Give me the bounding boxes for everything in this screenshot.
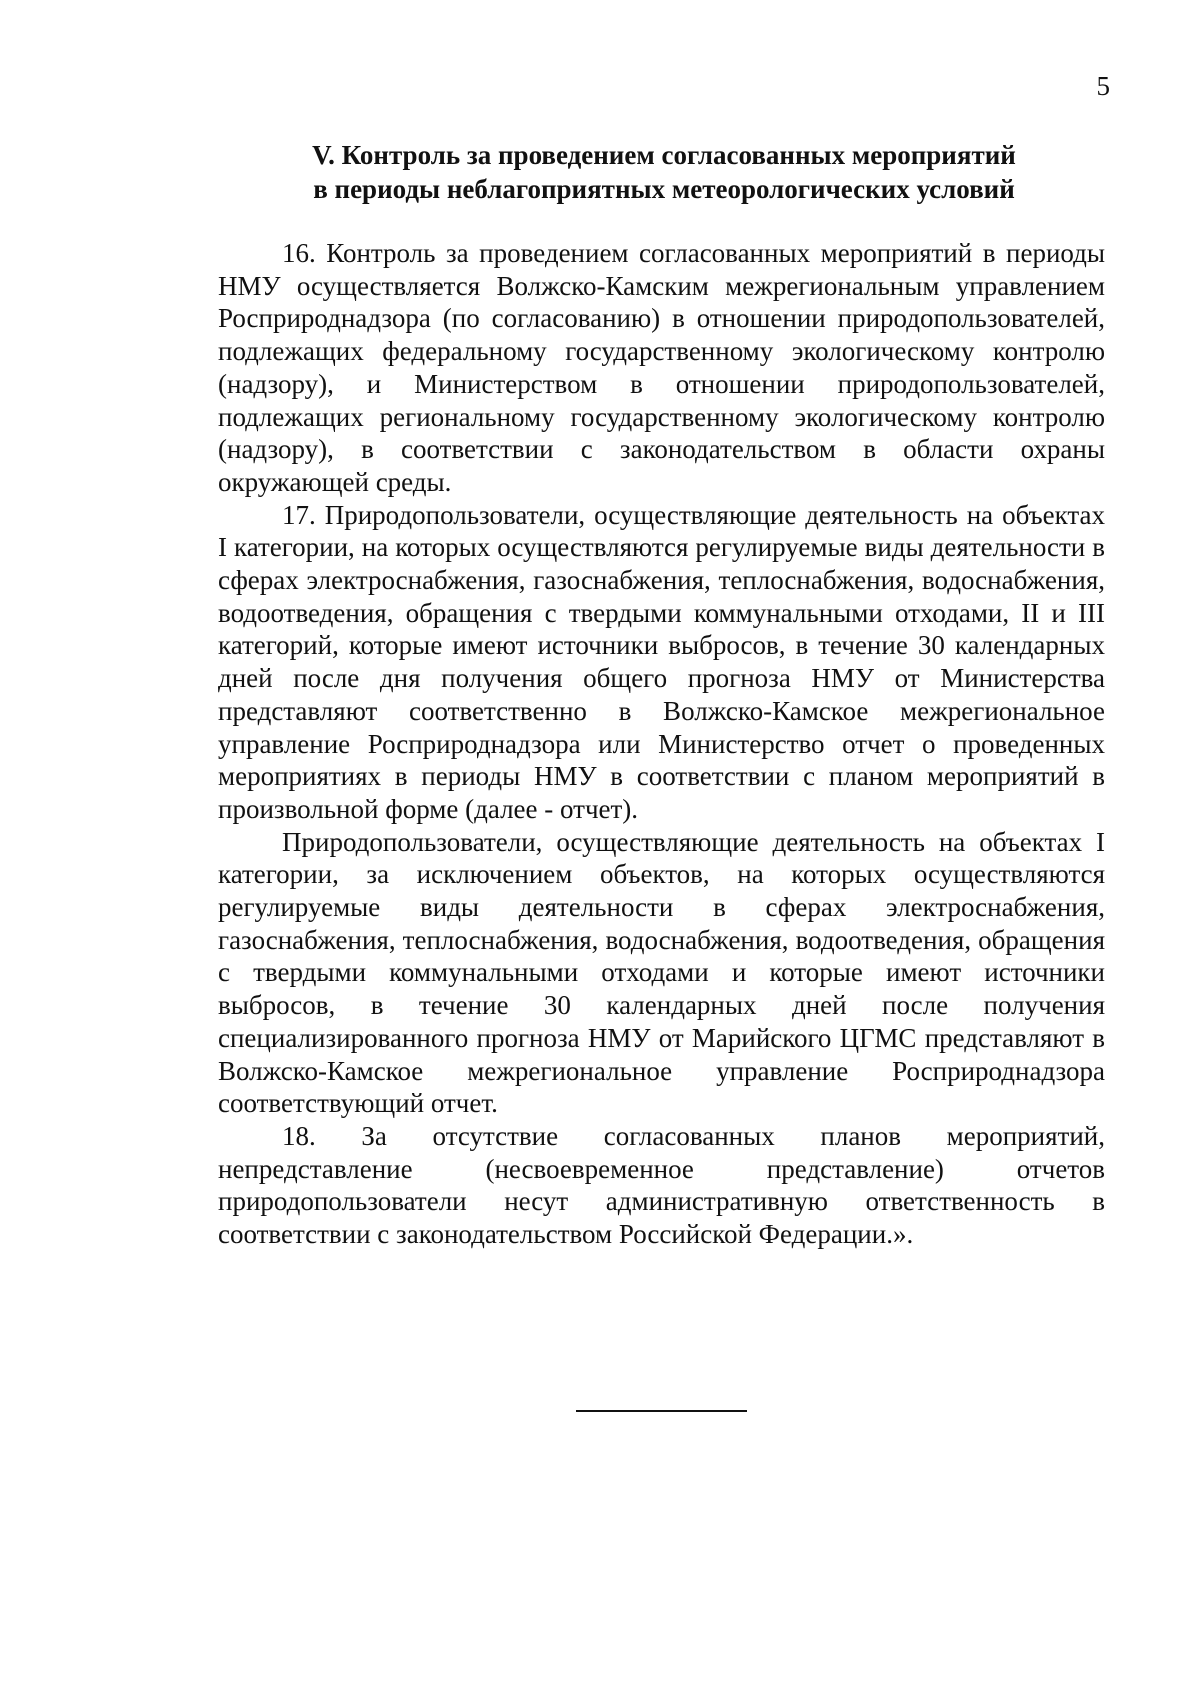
end-divider [576, 1410, 747, 1412]
paragraph-17-continued: Природопользователи, осуществляющие деятельность на объектах I категории, за исключением объектов, на которых осуществляются регулируемые виды деятельности в сферах электроснабжения, газоснабжения, теплоснабжения, водоснабжения, водоотведения, обращения с твердыми коммунальными отходами и которые имеют источники выбросов, в течение 30 календарных дней после получения специализированного прогноза НМУ от Марийского ЦГМС представляют в Волжско-Камское межрегиональное управление Росприроднадзора соответствующий отчет. [218, 826, 1105, 1119]
page-number: 5 [1096, 71, 1110, 101]
paragraph-17: 17. Природопользователи, осуществляющие деятельность на объектах I категории, на которых осуществляются регулируемые виды деятельности в сферах электроснабжения, газоснабжения, теплоснабжения, водоснабжения, водоотведения, обращения с твердыми коммунальными отходами, II и III категорий, которые имеют источники выбросов, в течение 30 календарных дней после дня получения общего прогноза НМУ от Министерства представляют соответственно в Волжско-Камское межрегиональное управление Росприроднадзора или Министерство отчет о проведенных мероприятиях в периоды НМУ в соответствии с планом мероприятий в произвольной форме (далее - отчет). [218, 499, 1105, 824]
paragraph-18: 18. За отсутствие согласованных планов мероприятий, непредставление (несвоевременное представление) отчетов природопользователи несут административную ответственность в соответствии с законодательством Российской Федерации.». [218, 1120, 1105, 1250]
paragraph-16: 16. Контроль за проведением согласованных мероприятий в периоды НМУ осуществляется Волжско-Камским межрегиональным управлением Росприроднадзора (по согласованию) в отношении природопользователей, подлежащих федеральному государственному экологическому контролю (надзору), и Министерством в отношении природопользователей, подлежащих региональному государственному экологическому контролю (надзору), в соответствии с законодательством в области охраны окружающей среды. [218, 238, 1105, 497]
section-heading-line-1: V. Контроль за проведением согласованных мероприятий [312, 140, 1016, 170]
section-heading-line-2: в периоды неблагоприятных метеорологических условий [313, 174, 1015, 204]
document-body [218, 237, 1105, 1251]
section-heading [218, 138, 1110, 206]
